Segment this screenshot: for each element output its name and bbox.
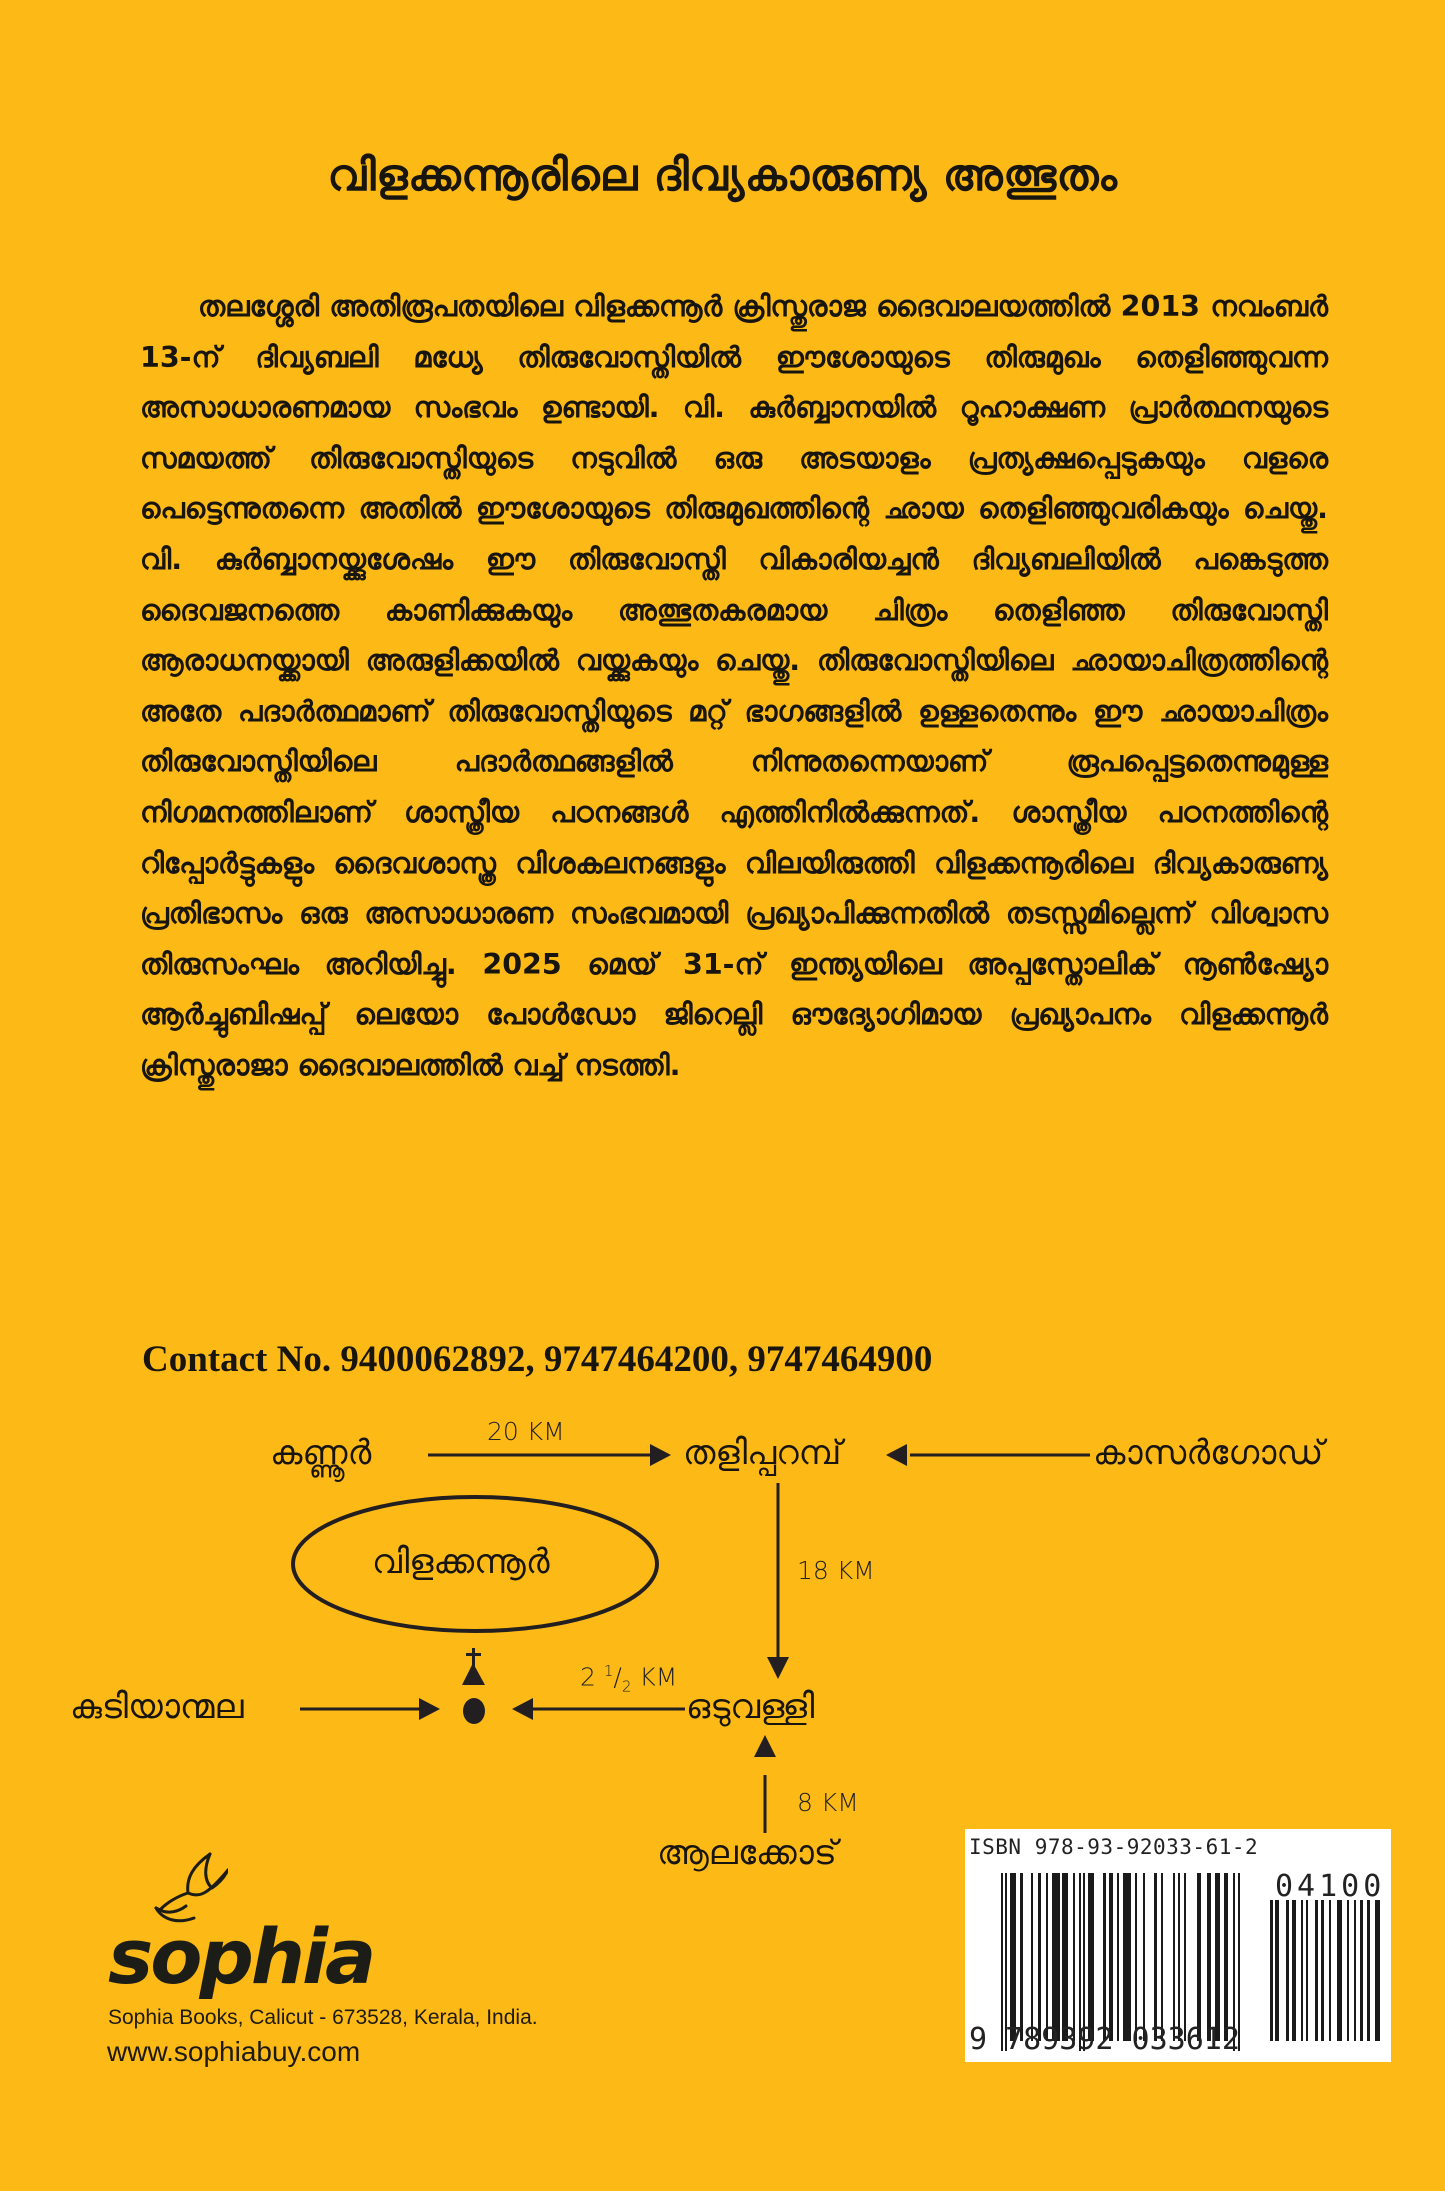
place-oduvalli: ഒടുവള്ളി [686, 1687, 815, 1727]
place-taliparamba: തളിപ്പറമ്പ് [683, 1433, 842, 1473]
publisher-logo-wordmark: sophia [108, 1912, 374, 2001]
isbn-label: ISBN 978-93-92033-61-2 [969, 1835, 1259, 1859]
isbn-barcode [965, 1829, 1391, 2062]
distance-unit: KM [639, 1662, 678, 1692]
publisher-address: Sophia Books, Calicut - 673528, Kerala, India. [108, 2006, 538, 2029]
barcode-addon-digits: 04100 [1275, 1869, 1386, 1904]
place-alakode: ആലക്കോട് [657, 1833, 837, 1873]
publisher-website-link[interactable]: www.sophiabuy.com [107, 2036, 361, 2067]
distance-kannur-taliparamba: 20 KM [487, 1417, 565, 1446]
distance-alakode-oduvalli: 8 KM [797, 1788, 859, 1817]
place-kannur: കണ്ണൂർ [270, 1433, 372, 1473]
barcode-ean-digits: 9 789392 033612 [969, 2022, 1240, 2057]
distance-taliparamba-oduvalli: 18 KM [797, 1556, 875, 1585]
distance-frac-den: 2 [621, 1677, 632, 1696]
distance-frac-num: 1 [603, 1662, 614, 1680]
distance-oduvalli-church: 2 $^1/_2$ KM [580, 1662, 678, 1696]
place-vilakkannur: വിളക്കന്നൂർ [372, 1542, 550, 1582]
distance-whole: 2 [580, 1662, 596, 1692]
book-title: വിളക്കന്നൂരിലെ ദിവ്യകാരുണ്യ അത്ഭുതം [327, 150, 1118, 201]
place-kasaragod: കാസർഗോഡ് [1093, 1433, 1324, 1473]
contact-numbers: Contact No. 9400062892, 9747464200, 9747464900 [142, 1339, 933, 1380]
location-dot-icon [463, 1698, 485, 1724]
church-icon [462, 1648, 485, 1685]
blurb-paragraph: തലശ്ശേരി അതിരൂപതയിലെ വിളക്കന്നൂർ ക്രിസ്തുരാജ ദൈവാലയത്തിൽ 2013 നവംബർ 13-ന് ദിവ്യബലി മധ്യേ തിരുവോസ്തിയിൽ ഈശോയുടെ തിരുമുഖം തെളിഞ്ഞുവന്ന അസാധാരണമായ സംഭവം ഉണ്ടായി. വി. കുർബ്ബാനയിൽ റൂഹാക്ഷണ പ്രാർത്ഥനയുടെ സമയത്ത് തിരുവോസ്തിയുടെ നടുവിൽ ഒരു അടയാളം പ്രത്യക്ഷപ്പെടുകയും വളരെ പെട്ടെന്നുതന്നെ അതിൽ ഈശോയുടെ തിരുമുഖത്തിന്റെ ഛായ തെളിഞ്ഞുവരികയും ചെയ്തു. വി. കുർബ്ബാനയ്ക്കുശേഷം ഈ തിരുവോസ്തി വികാരിയച്ചൻ ദിവ്യബലിയിൽ പങ്കെടുത്ത ദൈവജനത്തെ കാണിക്കുകയും അത്ഭുതകരമായ ചിത്രം തെളിഞ്ഞ തിരുവോസ്തി ആരാധനയ്ക്കായി അരുളിക്കയിൽ വയ്ക്കുകയും ചെയ്തു. തിരുവോസ്തിയിലെ ഛായാചിത്രത്തിന്റെ അതേ പദാർത്ഥമാണ് തിരുവോസ്തിയുടെ മറ്റ് ഭാഗങ്ങളിൽ ഉള്ളതെന്നും ഈ ഛായാചിത്രം തിരുവോസ്തിയിലെ പദാർത്ഥങ്ങളിൽ നിന്നുതന്നെയാണ് രൂപപ്പെട്ടതെന്നുമുള്ള നിഗമനത്തിലാണ് ശാസ്ത്രീയ പഠനങ്ങൾ എത്തിനിൽക്കുന്നത്. ശാസ്ത്രീയ പഠനത്തിന്റെ റിപ്പോർട്ടുകളും ദൈവശാസ്ത്ര വിശകലനങ്ങളും വിലയിരുത്തി വിളക്കന്നൂരിലെ ദിവ്യകാരുണ്യ പ്രതിഭാസം ഒരു അസാധാരണ സംഭവമായി പ്രഖ്യാപിക്കുന്നതിൽ തടസ്സമില്ലെന്ന് വിശ്വാസ തിരുസംഘം അറിയിച്ചു. 2025 മെയ് 31-ന് ഇന്ത്യയിലെ അപ്പസ്തോലിക് നൂൺഷ്യോ ആർച്ചുബിഷപ്പ് ലെയോ പോൾഡോ ജിറെല്ലി ഔദ്യോഗിമായ പ്രഖ്യാപനം വിളക്കന്നൂർ ക്രിസ്തുരാജാ ദൈവാലത്തിൽ വച്ച് നടത്തി. [140, 290, 1328, 1082]
place-kudiyanmala: കുടിയാന്മല [70, 1687, 244, 1727]
